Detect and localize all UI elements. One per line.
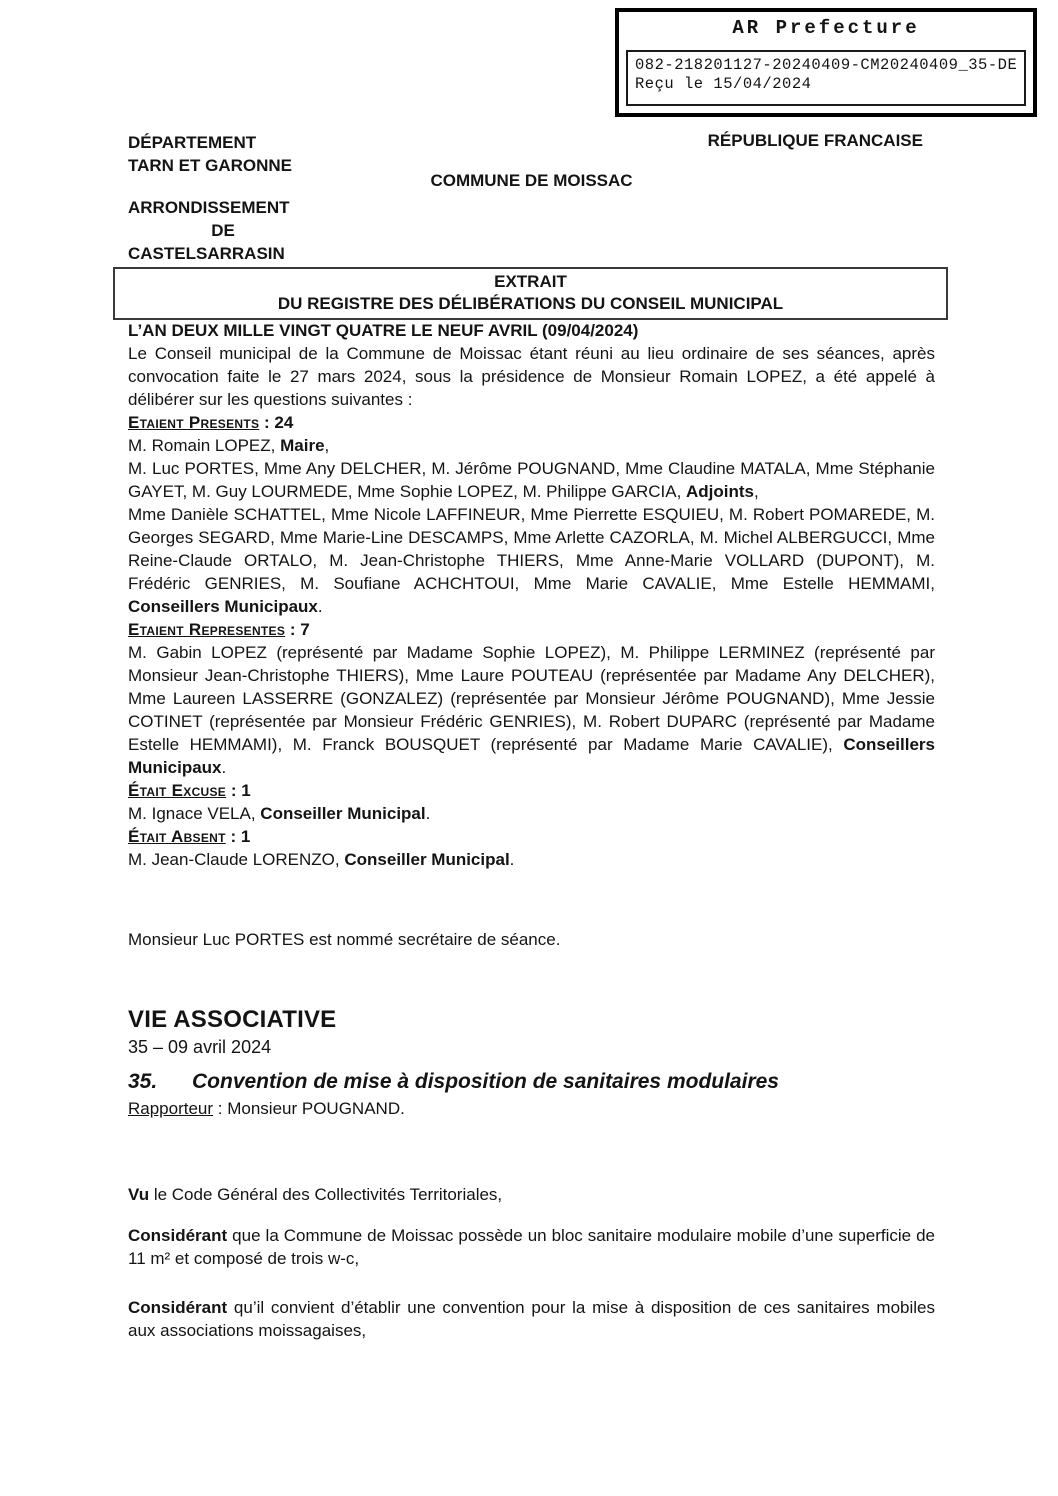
deliberation-title: Convention de mise à disposition de sanitaires modulaires bbox=[192, 1070, 779, 1093]
deliberation-number: 35. bbox=[128, 1070, 158, 1093]
extract-title-box bbox=[113, 267, 948, 320]
deliberation-title-line bbox=[128, 1067, 935, 1097]
attendance-presents-label: Etaient Presents bbox=[128, 413, 260, 432]
document-body bbox=[128, 319, 935, 1342]
department-name: TARN ET GARONNE bbox=[128, 156, 293, 175]
considerant-paragraph: Considérant qu’il convient d’établir une convention pour la mise à disposition de ces sanitaires mobiles aux associations moissagaises, bbox=[128, 1298, 935, 1340]
rapporteur-name: : Monsieur POUGNAND. bbox=[213, 1099, 405, 1118]
attendance-absent-heading bbox=[128, 825, 935, 848]
attendance-presents-paragraph: M. Romain LOPEZ, Maire, bbox=[128, 436, 330, 455]
rapporteur-line bbox=[128, 1097, 935, 1121]
department-label: DÉPARTEMENT bbox=[128, 133, 257, 152]
attendance-excuse-count: : 1 bbox=[226, 781, 251, 800]
attendance-representes-heading bbox=[128, 618, 935, 641]
session-date-line: L’AN DEUX MILLE VINGT QUATRE LE NEUF AVRIL (09/04/2024) bbox=[128, 321, 639, 340]
attendance-presents-paragraph: Mme Danièle SCHATTEL, Mme Nicole LAFFINEUR, Mme Pierrette ESQUIEU, M. Robert POMAREDE, M. Georges SEGARD, Mme Marie-Line DESCAMPS, Mme Arlette CAZORLA, M. Michel ALBERGUCCI, Mme Reine-Claude ORTALO, M. Jean-Christophe THIERS, Mme Anne-Marie VOLLARD (DUPONT), M. Frédéric GENRIES, M. Soufiane ACHCHTOUI, Mme Marie CAVALIE, Mme Estelle HEMMAMI, Conseillers Municipaux. bbox=[128, 505, 935, 616]
attendance-presents-count: : 24 bbox=[259, 413, 294, 432]
arrondissement-label: ARRONDISSEMENT bbox=[128, 198, 290, 217]
extract-title-line1: EXTRAIT bbox=[494, 272, 567, 291]
attendance-representes-paragraph: M. Gabin LOPEZ (représenté par Madame Sophie LOPEZ), M. Philippe LERMINEZ (représenté par Monsieur Jean-Christophe THIERS), Mme Laure POUTEAU (représentée par Madame Any DELCHER), Mme Laureen LASSERRE (GONZALEZ) (représentée par Monsieur Jérôme POUGNAND), Mme Jessie COTINET (représentée par Monsieur Frédéric GENRIES), M. Robert DUPARC (représenté par Madame Estelle HEMMAMI), M. Franck BOUSQUET (représenté par Madame Marie CAVALIE), Conseillers Municipaux. bbox=[128, 643, 935, 777]
attendance-presents-paragraph: M. Luc PORTES, Mme Any DELCHER, M. Jérôme POUGNAND, Mme Claudine MATALA, Mme Stéphanie GAYET, M. Guy LOURMEDE, Mme Sophie LOPEZ, M. Philippe GARCIA, Adjoints, bbox=[128, 459, 935, 501]
ar-stamp-title: AR Prefecture bbox=[732, 17, 920, 39]
arrondissement-de: DE bbox=[211, 221, 235, 240]
deliberation-reference: 35 – 09 avril 2024 bbox=[128, 1037, 272, 1057]
arrondissement-name: CASTELSARRASIN bbox=[128, 244, 285, 263]
attendance-excuse-heading bbox=[128, 779, 935, 802]
attendance-excuse-label: Était Excuse bbox=[128, 781, 227, 800]
commune-label: COMMUNE DE MOISSAC bbox=[430, 171, 633, 190]
ar-stamp-received-date: Reçu le 15/04/2024 bbox=[635, 75, 812, 93]
section-title-vie-associative: VIE ASSOCIATIVE bbox=[128, 1006, 337, 1033]
attendance-excuse-paragraph: M. Ignace VELA, Conseiller Municipal. bbox=[128, 804, 431, 823]
ar-stamp-reference: 082-218201127-20240409-CM20240409_35-DE bbox=[635, 56, 1018, 74]
vu-paragraph: Vu le Code Général des Collectivités Territoriales, bbox=[128, 1185, 503, 1204]
ar-prefecture-stamp bbox=[615, 8, 1037, 117]
attendance-absent-paragraph: M. Jean-Claude LORENZO, Conseiller Municipal. bbox=[128, 850, 515, 869]
republic-label: RÉPUBLIQUE FRANCAISE bbox=[707, 131, 923, 150]
ar-stamp-body bbox=[626, 50, 1026, 106]
secretary-note: Monsieur Luc PORTES est nommé secrétaire de séance. bbox=[128, 930, 561, 949]
extract-title-line2: DU REGISTRE DES DÉLIBÉRATIONS DU CONSEIL MUNICIPAL bbox=[277, 294, 784, 313]
attendance-absent-label: Était Absent bbox=[128, 827, 226, 846]
session-intro: Le Conseil municipal de la Commune de Moissac étant réuni au lieu ordinaire de ses séances, après convocation faite le 27 mars 2024, sous la présidence de Monsieur Romain LOPEZ, a été appelé à délibérer sur les questions suivantes : bbox=[128, 344, 935, 409]
rapporteur-label: Rapporteur bbox=[128, 1099, 214, 1118]
arrondissement-block bbox=[128, 196, 318, 265]
considerant-paragraph: Considérant que la Commune de Moissac possède un bloc sanitaire modulaire mobile d’une superficie de 11 m² et composé de trois w-c, bbox=[128, 1226, 935, 1268]
attendance-representes-label: Etaient Representes bbox=[128, 620, 286, 639]
attendance-absent-count: : 1 bbox=[225, 827, 251, 846]
attendance-representes-count: : 7 bbox=[285, 620, 310, 639]
attendance-presents-heading bbox=[128, 411, 935, 434]
